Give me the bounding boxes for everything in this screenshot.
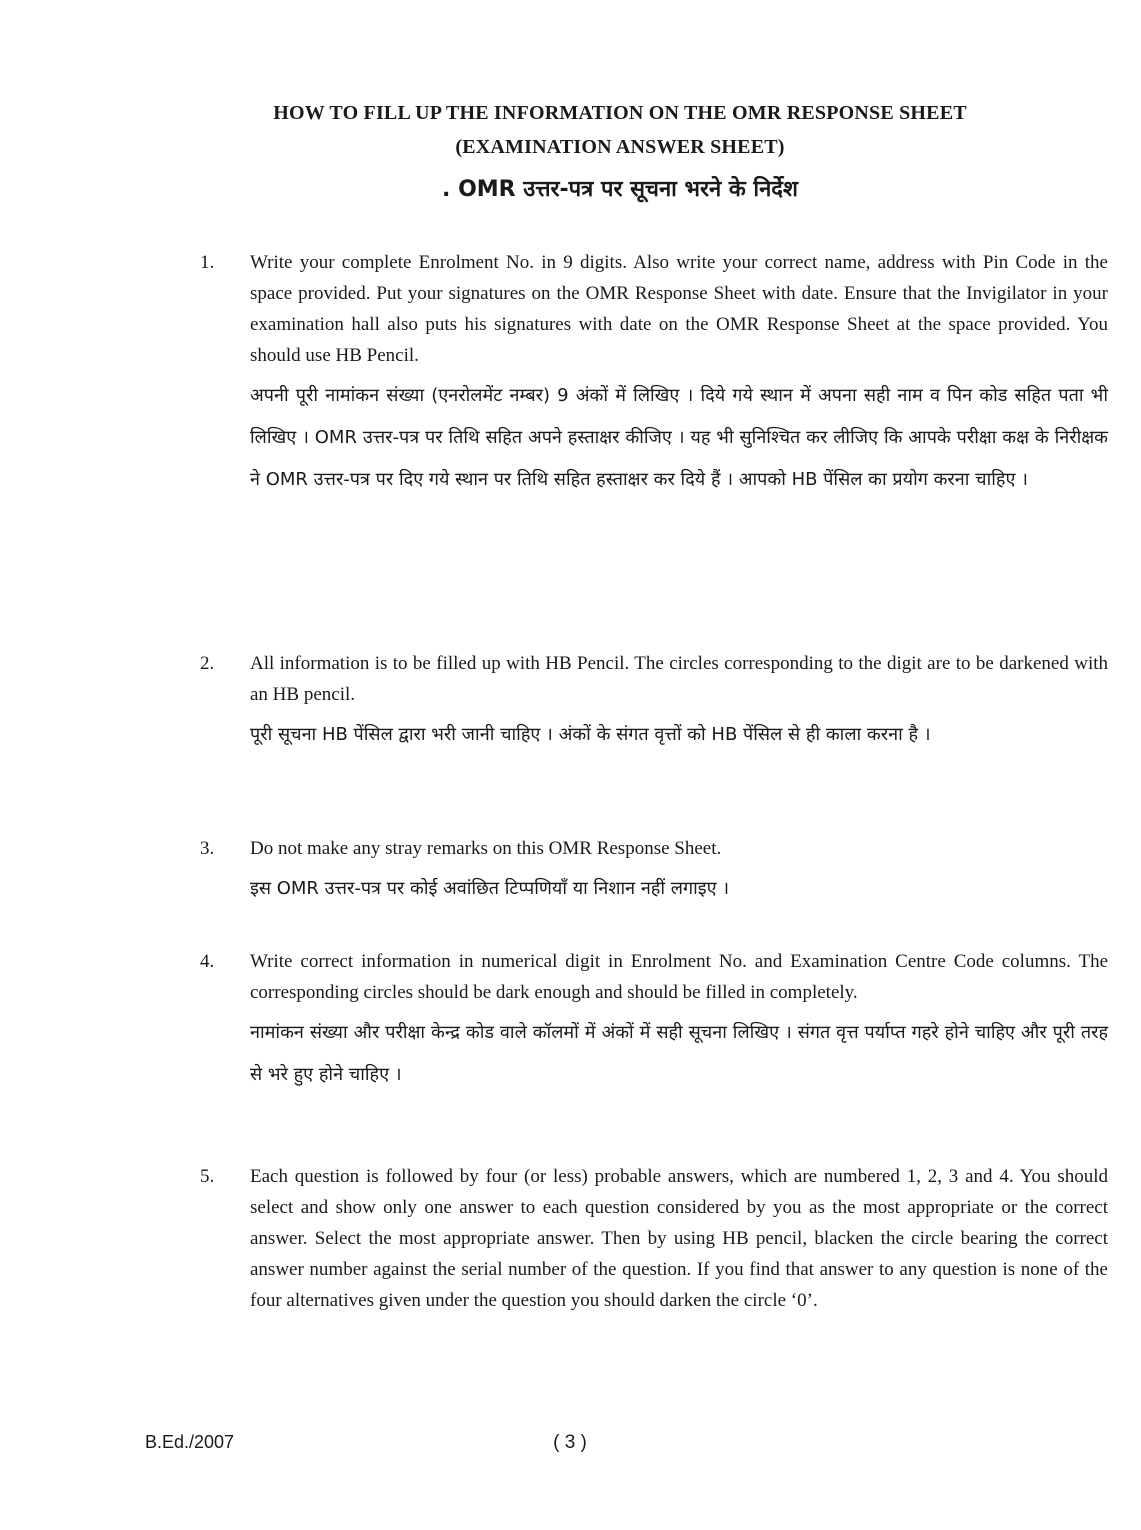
item-english-text: Write your complete Enrolment No. in 9 digits. Also write your correct name, address with Pin Code in the space provided. Put your signatures on the OMR Response Sheet with date. Ensure that the Invigilator in your examination hall also puts his signatures with date on the OMR Response Sheet at the space provided. You should use HB Pencil. [250, 252, 1108, 366]
item-hindi-text: पूरी सूचना HB पेंसिल द्वारा भरी जानी चाहिए । अंकों के संगत वृत्तों को HB पेंसिल से ही काला करना है । [250, 724, 931, 745]
item-hindi-text: नामांकन संख्या और परीक्षा केन्द्र कोड वाले कॉलमों में अंकों में सही सूचना लिखिए । संगत वृत्त पर्याप्त गहरे होने चाहिए और पूरी तरह से भरे हुए होने चाहिए । [250, 1022, 1108, 1085]
item-number: 2. [200, 653, 215, 674]
item-hindi-text: अपनी पूरी नामांकन संख्या (एनरोलमेंट नम्बर) 9 अंकों में लिखिए । दिये गये स्थान में अपना सही नाम व पिन कोड सहित पता भी लिखिए । OMR उत्तर-पत्र पर तिथि सहित अपने हस्ताक्षर कीजिए । यह भी सुनिश्चित कर लीजिए कि आपके परीक्षा कक्ष के निरीक्षक ने OMR उत्तर-पत्र पर दिए गये स्थान पर तिथि सहित हस्ताक्षर कर दिये हैं । आपको HB पेंसिल का प्रयोग करना चाहिए । [250, 385, 1108, 490]
item-number: 4. [200, 951, 215, 972]
item-english-text: All information is to be filled up with HB Pencil. The circles corresponding to the digit are to be darkened with an HB pencil. [250, 653, 1108, 705]
item-number: 1. [200, 252, 215, 273]
document-title [150, 96, 1090, 164]
footer-exam-code: B.Ed./2007 [145, 1432, 235, 1452]
item-english-text: Write correct information in numerical digit in Enrolment No. and Examination Centre Code columns. The corresponding circles should be dark enough and should be filled in completely. [250, 951, 1108, 1003]
item-english-text: Each question is followed by four (or less) probable answers, which are numbered 1, 2, 3 and 4. You should select and show only one answer to each question considered by you as the most appropriate or the correct answer. Select the most appropriate answer. Then by using HB pencil, blacken the circle bearing the correct answer number against the serial number of the question. If you find that answer to any question is none of the four alternatives given under the question you should darken the circle ‘0’. [250, 1166, 1108, 1311]
page-number: ( 3 ) [553, 1432, 587, 1453]
title-line-1: HOW TO FILL UP THE INFORMATION ON THE OMR RESPONSE SHEET [273, 102, 967, 124]
title-line-2: (EXAMINATION ANSWER SHEET) [455, 136, 785, 158]
item-hindi-text: इस OMR उत्तर-पत्र पर कोई अवांछित टिप्पणियाँ या निशान नहीं लगाइए । [250, 878, 730, 899]
item-english-text: Do not make any stray remarks on this OMR Response Sheet. [250, 838, 722, 859]
item-number: 3. [200, 838, 215, 859]
item-number: 5. [200, 1166, 215, 1187]
document-title-hindi: . OMR उत्तर-पत्र पर सूचना भरने के निर्देश [442, 177, 798, 202]
